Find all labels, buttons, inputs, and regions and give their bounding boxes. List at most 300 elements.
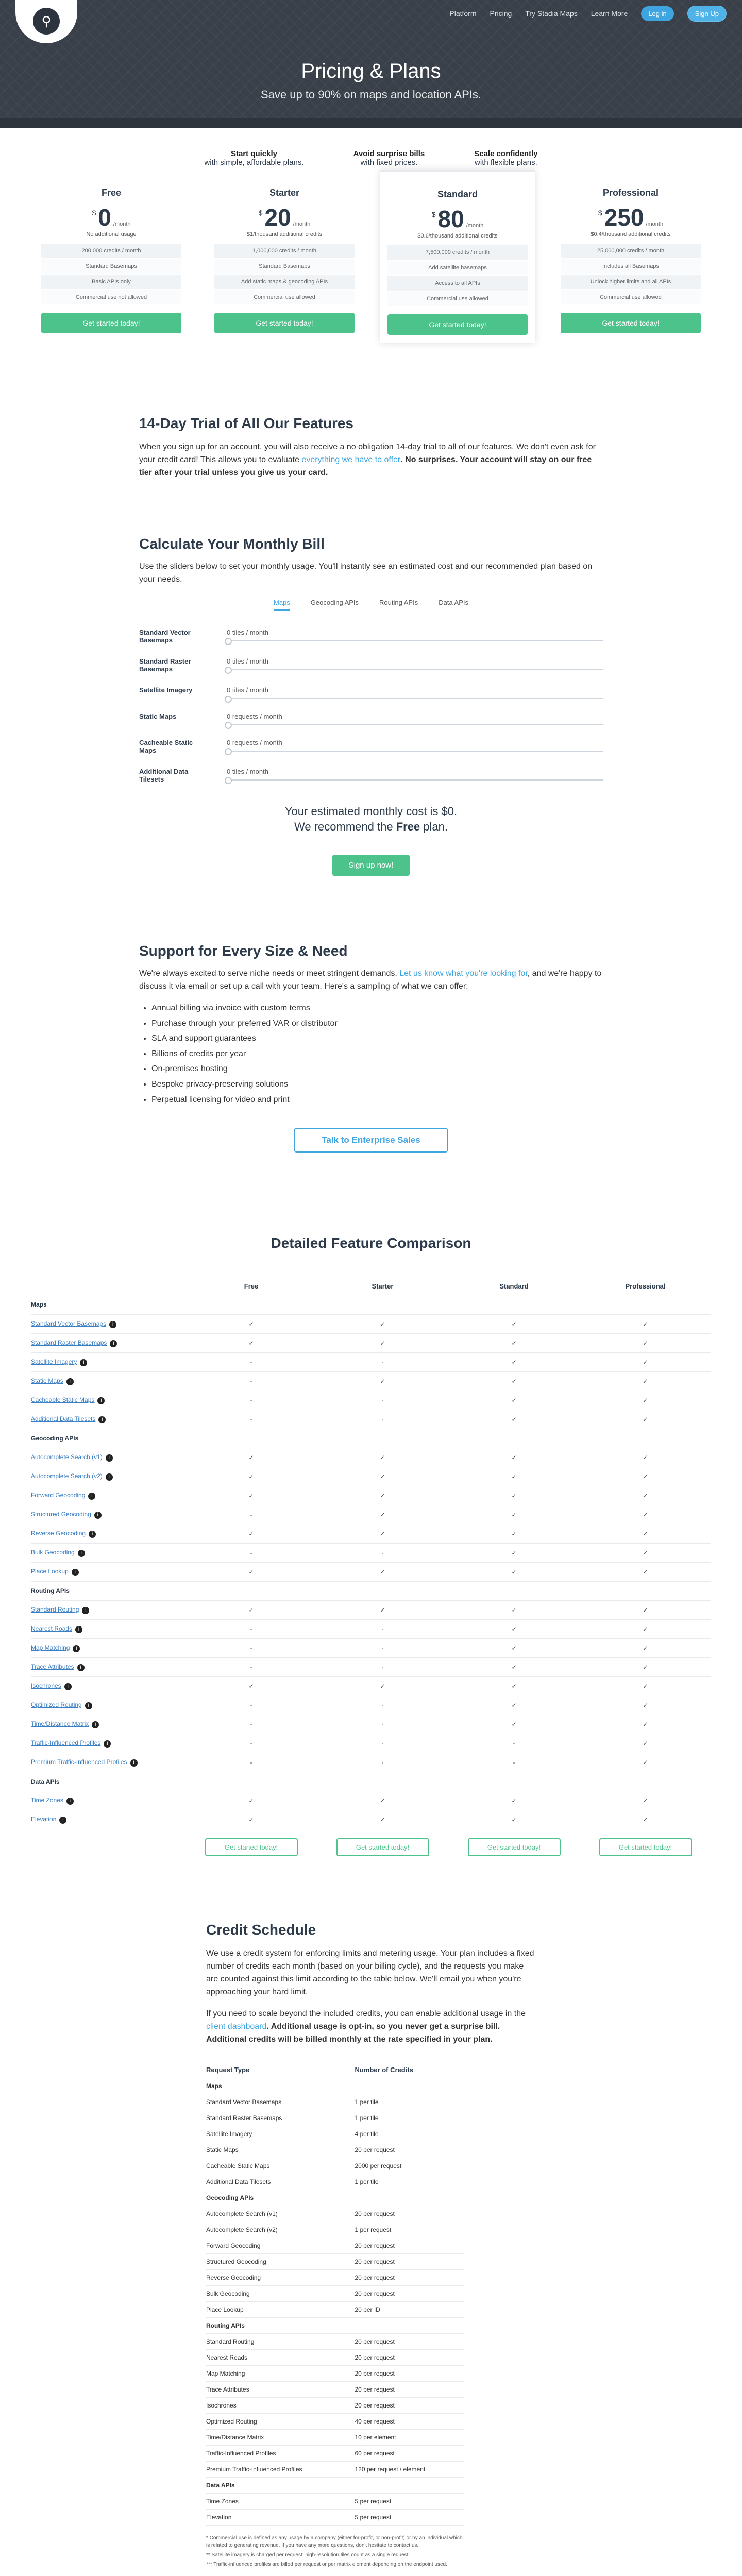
nav-platform[interactable]: Platform bbox=[449, 9, 477, 18]
plan-note: $1/thousand additional credits bbox=[246, 231, 323, 238]
plans-intro bbox=[0, 149, 742, 167]
plan-period: /month bbox=[293, 221, 311, 227]
feature-availability bbox=[185, 1657, 317, 1676]
feature-availability bbox=[317, 1772, 448, 1791]
sign-up-now-button[interactable]: Sign up now! bbox=[332, 855, 410, 876]
calculator-label: Satellite Imagery bbox=[139, 686, 193, 694]
usage-slider[interactable] bbox=[227, 669, 603, 670]
plan-note: $0.6/thousand additional credits bbox=[417, 233, 498, 239]
credit-row bbox=[206, 2365, 464, 2381]
cell-text: ✓ bbox=[380, 1453, 385, 1461]
intro-text: with simple, affordable plans. bbox=[204, 158, 304, 167]
feature-availability bbox=[448, 1410, 580, 1429]
feature-row bbox=[31, 1467, 711, 1486]
request-type: Isochrones bbox=[206, 2397, 355, 2413]
feature-name[interactable] bbox=[31, 1486, 185, 1505]
feature-availability bbox=[185, 1600, 317, 1619]
nav-try[interactable]: Try Stadia Maps bbox=[525, 9, 578, 18]
support-item: • Bespoke privacy-preserving solutions bbox=[151, 1077, 603, 1092]
request-type: Structured Geocoding bbox=[206, 2253, 355, 2269]
request-type: Bulk Geocoding bbox=[206, 2285, 355, 2301]
cell-text: ✓ bbox=[248, 1797, 254, 1804]
button-cell bbox=[317, 1829, 448, 1865]
cell-text: Time/Distance Matrix bbox=[31, 1720, 89, 1727]
plan-price bbox=[561, 206, 701, 229]
group-row bbox=[31, 1772, 711, 1791]
column-header: Standard bbox=[499, 1282, 529, 1291]
feature-name[interactable] bbox=[31, 1391, 185, 1410]
feature-availability bbox=[580, 1715, 711, 1734]
feature-name[interactable] bbox=[31, 1467, 185, 1486]
feature-name[interactable] bbox=[31, 1524, 185, 1543]
get-started-button[interactable]: Get started today! bbox=[561, 313, 701, 333]
cell-text: ✓ bbox=[380, 1816, 385, 1823]
get-started-button[interactable]: Get started today! bbox=[468, 1838, 561, 1856]
credit-row bbox=[206, 2269, 464, 2285]
cell-text: ✓ bbox=[511, 1415, 517, 1423]
calculator-row bbox=[139, 713, 603, 725]
map-pin-logo-icon: ⚲ bbox=[33, 8, 60, 35]
credit-row bbox=[206, 2301, 464, 2317]
feature-availability bbox=[317, 1429, 448, 1448]
cell-text: ✓ bbox=[511, 1644, 517, 1652]
feature-name[interactable] bbox=[31, 1410, 185, 1429]
client-dashboard-link[interactable]: client dashboard bbox=[206, 2022, 267, 2031]
feature-availability bbox=[448, 1715, 580, 1734]
feature-availability bbox=[185, 1448, 317, 1467]
info-icon[interactable]: i bbox=[66, 1378, 74, 1385]
plan-feature: Commercial use allowed bbox=[387, 292, 528, 307]
info-icon[interactable]: i bbox=[97, 1397, 105, 1404]
calculator-value: 0 requests / month bbox=[227, 738, 282, 747]
feature-availability bbox=[448, 1429, 580, 1448]
info-icon[interactable]: i bbox=[80, 1359, 87, 1366]
feature-row bbox=[31, 1314, 711, 1333]
feature-availability bbox=[185, 1486, 317, 1505]
feature-availability bbox=[317, 1657, 448, 1676]
plan-features bbox=[387, 245, 528, 307]
credit-row bbox=[206, 2413, 464, 2429]
cell-text: ✓ bbox=[643, 1644, 648, 1652]
cell-text: Additional Data Tilesets bbox=[31, 1415, 96, 1422]
feature-name[interactable] bbox=[31, 1333, 185, 1352]
enterprise-sales-button[interactable]: Talk to Enterprise Sales bbox=[294, 1128, 448, 1153]
intro-heading: Start quickly bbox=[230, 149, 277, 158]
cell-text: - bbox=[250, 1701, 252, 1709]
feature-availability bbox=[580, 1333, 711, 1352]
cell-text: ✓ bbox=[511, 1492, 517, 1499]
plans bbox=[0, 182, 742, 343]
get-started-button[interactable]: Get started today! bbox=[205, 1838, 298, 1856]
credit-cost: 20 per request bbox=[355, 2333, 464, 2349]
feature-availability bbox=[448, 1295, 580, 1314]
cell-text: ✓ bbox=[643, 1358, 648, 1366]
cell-text: ✓ bbox=[511, 1472, 517, 1480]
feature-availability bbox=[448, 1371, 580, 1391]
cell-text: ✓ bbox=[380, 1568, 385, 1575]
credit-row bbox=[206, 2206, 464, 2222]
nav-learn-more[interactable]: Learn More bbox=[591, 9, 628, 18]
request-type: Reverse Geocoding bbox=[206, 2269, 355, 2285]
feature-availability bbox=[448, 1734, 580, 1753]
cell-text: ✓ bbox=[643, 1568, 648, 1575]
info-icon[interactable]: i bbox=[130, 1759, 138, 1767]
get-started-button[interactable]: Get started today! bbox=[599, 1838, 692, 1856]
info-icon[interactable]: i bbox=[85, 1702, 92, 1709]
cell-text: ✓ bbox=[643, 1511, 648, 1518]
cell-text: Standard Vector Basemaps bbox=[31, 1319, 107, 1327]
feature-name[interactable] bbox=[31, 1715, 185, 1734]
cell-text: ✓ bbox=[248, 1339, 254, 1347]
feature-availability bbox=[448, 1791, 580, 1810]
feature-availability bbox=[185, 1715, 317, 1734]
credit-row bbox=[206, 2493, 464, 2509]
calculator-control bbox=[227, 657, 603, 670]
calculator-value: 0 tiles / month bbox=[227, 657, 268, 665]
support-link[interactable]: Let us know what you're looking for bbox=[399, 969, 528, 978]
feature-name[interactable] bbox=[31, 1810, 185, 1829]
info-icon[interactable]: i bbox=[110, 1340, 117, 1347]
feature-name[interactable] bbox=[31, 1791, 185, 1810]
feature-row bbox=[31, 1715, 711, 1734]
info-icon[interactable]: i bbox=[106, 1454, 113, 1462]
usage-slider[interactable] bbox=[227, 724, 603, 725]
feature-name[interactable] bbox=[31, 1448, 185, 1467]
cell-text: - bbox=[250, 1625, 252, 1633]
feature-name[interactable] bbox=[31, 1562, 185, 1581]
info-icon[interactable]: i bbox=[75, 1626, 82, 1633]
calculator-label: Standard Vector Basemaps bbox=[139, 628, 191, 644]
plan-name: Free bbox=[101, 188, 122, 198]
plan-feature: Standard Basemaps bbox=[41, 259, 181, 275]
request-type: Forward Geocoding bbox=[206, 2238, 355, 2253]
cell-text: - bbox=[381, 1358, 384, 1366]
feature-row bbox=[31, 1562, 711, 1581]
info-icon[interactable]: i bbox=[89, 1531, 96, 1538]
request-type: Nearest Roads bbox=[206, 2349, 355, 2365]
hero bbox=[0, 0, 742, 128]
request-type: Time Zones bbox=[206, 2493, 355, 2509]
calculator-value: 0 tiles / month bbox=[227, 767, 268, 775]
request-type: Traffic-Influenced Profiles bbox=[206, 2445, 355, 2461]
trial-text bbox=[139, 441, 603, 479]
cell-text: Structured Geocoding bbox=[31, 1510, 91, 1518]
intro-item bbox=[353, 149, 425, 167]
request-type: Map Matching bbox=[206, 2365, 355, 2381]
nav-pricing[interactable]: Pricing bbox=[490, 9, 512, 18]
feature-row bbox=[31, 1486, 711, 1505]
plan-feature: Commercial use allowed bbox=[214, 290, 355, 306]
feature-availability bbox=[317, 1295, 448, 1314]
feature-availability bbox=[317, 1676, 448, 1696]
credit-cost: 20 per request bbox=[355, 2397, 464, 2413]
feature-name[interactable] bbox=[31, 1371, 185, 1391]
plan-amount: 20 bbox=[264, 204, 291, 231]
tab-routing[interactable]: Routing APIs bbox=[379, 598, 418, 606]
feature-availability bbox=[317, 1410, 448, 1429]
feature-availability bbox=[448, 1753, 580, 1772]
feature-row bbox=[31, 1352, 711, 1371]
cell-text: - bbox=[381, 1663, 384, 1671]
nav-links bbox=[449, 6, 727, 22]
comparison-table bbox=[31, 1282, 711, 1865]
feature-name[interactable] bbox=[31, 1543, 185, 1562]
support-text-a: We're always excited to serve niche needs or meet stringent demands. bbox=[139, 969, 400, 978]
cell-text: - bbox=[381, 1644, 384, 1652]
get-started-button[interactable]: Get started today! bbox=[214, 313, 355, 333]
feature-name[interactable] bbox=[31, 1734, 185, 1753]
plan-features bbox=[214, 244, 355, 306]
info-icon[interactable]: i bbox=[94, 1512, 102, 1519]
cell-text: ✓ bbox=[643, 1396, 648, 1404]
info-icon[interactable]: i bbox=[88, 1493, 95, 1500]
feature-availability bbox=[317, 1581, 448, 1600]
cell-text: - bbox=[381, 1549, 384, 1556]
cell-text: Nearest Roads bbox=[31, 1624, 73, 1632]
cell-text: Optimized Routing bbox=[31, 1701, 82, 1708]
calculator-label: Standard Raster Basemaps bbox=[139, 657, 191, 673]
feature-row bbox=[31, 1333, 711, 1352]
cell-text: - bbox=[381, 1739, 384, 1747]
cell-text: Forward Geocoding bbox=[31, 1491, 86, 1499]
feature-availability bbox=[580, 1581, 711, 1600]
request-type: Static Maps bbox=[206, 2142, 355, 2158]
credit-row bbox=[206, 2285, 464, 2301]
calculator-label: Additional Data Tilesets bbox=[139, 767, 189, 783]
feature-availability bbox=[448, 1448, 580, 1467]
cell-text: - bbox=[250, 1663, 252, 1671]
feature-availability bbox=[185, 1810, 317, 1829]
cell-text: ✓ bbox=[511, 1568, 517, 1575]
plan-card bbox=[34, 182, 189, 343]
cell-text: ✓ bbox=[380, 1339, 385, 1347]
info-icon[interactable]: i bbox=[72, 1569, 79, 1576]
credit-title: Credit Schedule bbox=[206, 1922, 316, 1938]
feature-availability bbox=[448, 1333, 580, 1352]
nav-bar bbox=[0, 0, 742, 27]
feature-name bbox=[31, 1772, 185, 1791]
plan-feature: 25,000,000 credits / month bbox=[561, 244, 701, 259]
credit-cost: 20 per request bbox=[355, 2365, 464, 2381]
plan-feature: Commercial use not allowed bbox=[41, 290, 181, 306]
feature-availability bbox=[185, 1562, 317, 1581]
feature-availability bbox=[580, 1371, 711, 1391]
cell-text: Trace Attributes bbox=[31, 1663, 74, 1670]
feature-name[interactable] bbox=[31, 1314, 185, 1333]
info-icon[interactable]: i bbox=[92, 1721, 99, 1728]
credit-cost: 5 per request bbox=[355, 2493, 464, 2509]
plan-amount: 0 bbox=[98, 204, 111, 231]
comparison-header bbox=[31, 1282, 711, 1295]
info-icon[interactable]: i bbox=[104, 1740, 111, 1748]
cell-text: ✓ bbox=[248, 1453, 254, 1461]
tab-data[interactable]: Data APIs bbox=[439, 598, 468, 606]
cell-text: ✓ bbox=[511, 1377, 517, 1385]
cell-text: - bbox=[381, 1415, 384, 1423]
request-type: Premium Traffic-Influenced Profiles bbox=[206, 2461, 355, 2477]
feature-availability bbox=[580, 1524, 711, 1543]
feature-availability bbox=[448, 1676, 580, 1696]
plan-feature: Standard Basemaps bbox=[214, 259, 355, 275]
info-icon[interactable]: i bbox=[109, 1321, 116, 1328]
credit-p1: We use a credit system for enforcing limits and metering usage. Your plan includes a fixed number of credits each month (based on your billing cycle), and the requests you make are counted against this limit according to the table below. We'll email you when you're approaching your hard limit. bbox=[206, 1949, 534, 1996]
trial-text-a: When you sign up for an account, you will also receive a no obligation 14-day trial to all of our features. We don't even ask for your credit card! This allows you to evaluate bbox=[139, 443, 596, 464]
plan-amount: 250 bbox=[604, 204, 644, 231]
feature-availability bbox=[448, 1562, 580, 1581]
feature-availability bbox=[185, 1734, 317, 1753]
cell-text: ✓ bbox=[511, 1606, 517, 1614]
cell-text: ✓ bbox=[380, 1492, 385, 1499]
cell-text: Static Maps bbox=[31, 1377, 63, 1384]
credit-group-row bbox=[206, 2190, 464, 2206]
get-started-button[interactable]: Get started today! bbox=[336, 1838, 429, 1856]
feature-name[interactable] bbox=[31, 1619, 185, 1638]
info-icon[interactable]: i bbox=[98, 1416, 106, 1423]
feature-name[interactable] bbox=[31, 1676, 185, 1696]
cell-text: - bbox=[250, 1720, 252, 1728]
feature-availability bbox=[185, 1696, 317, 1715]
feature-availability bbox=[580, 1352, 711, 1371]
cell-text: - bbox=[381, 1758, 384, 1766]
calculator-row bbox=[139, 629, 603, 644]
info-icon[interactable]: i bbox=[106, 1473, 113, 1481]
feature-name[interactable] bbox=[31, 1352, 185, 1371]
feature-availability bbox=[317, 1753, 448, 1772]
feature-availability bbox=[580, 1448, 711, 1467]
recommend-prefix: We recommend the bbox=[294, 820, 396, 833]
feature-availability bbox=[580, 1753, 711, 1772]
credit-table bbox=[206, 2062, 464, 2526]
feature-availability bbox=[185, 1333, 317, 1352]
trial-link[interactable]: everything we have to offer bbox=[301, 455, 401, 464]
cell-text: ✓ bbox=[643, 1377, 648, 1385]
cell-text: Data APIs bbox=[31, 1777, 60, 1785]
calculator-control bbox=[227, 739, 603, 752]
cell-text: ✓ bbox=[380, 1530, 385, 1537]
credit-row bbox=[206, 2381, 464, 2397]
cell-text: - bbox=[250, 1511, 252, 1518]
info-icon[interactable]: i bbox=[77, 1664, 85, 1671]
credit-row bbox=[206, 2110, 464, 2126]
info-icon[interactable]: i bbox=[78, 1550, 85, 1557]
feature-name[interactable] bbox=[31, 1696, 185, 1715]
request-type: Time/Distance Matrix bbox=[206, 2429, 355, 2445]
cell-text: ✓ bbox=[643, 1682, 648, 1690]
get-started-button[interactable]: Get started today! bbox=[387, 314, 528, 335]
info-icon[interactable]: i bbox=[82, 1607, 89, 1614]
usage-slider[interactable] bbox=[227, 751, 603, 752]
calculator-row bbox=[139, 686, 603, 699]
info-icon[interactable]: i bbox=[64, 1683, 72, 1690]
plan-feature: Basic APIs only bbox=[41, 275, 181, 290]
cell-text: ✓ bbox=[511, 1797, 517, 1804]
feature-availability bbox=[448, 1524, 580, 1543]
feature-availability bbox=[317, 1448, 448, 1467]
calculator-desc: Use the sliders below to set your monthly usage. You'll instantly see an estimated cost and our recommended plan based on your needs. bbox=[139, 562, 593, 584]
cell-text: ✓ bbox=[248, 1682, 254, 1690]
comparison-section bbox=[31, 1235, 711, 1865]
cell-text: Geocoding APIs bbox=[31, 1434, 79, 1442]
comparison-buttons bbox=[31, 1829, 711, 1865]
cell-text: ✓ bbox=[248, 1472, 254, 1480]
credit-cost: 20 per ID bbox=[355, 2301, 464, 2317]
credit-cost: 20 per request bbox=[355, 2253, 464, 2269]
logo[interactable] bbox=[15, 0, 77, 43]
calculator-label: Cacheable Static Maps bbox=[139, 738, 193, 754]
info-icon[interactable]: i bbox=[66, 1798, 74, 1805]
plan-name: Starter bbox=[269, 188, 300, 198]
credit-cost: 1 per tile bbox=[355, 2094, 464, 2110]
cell-text: Cacheable Static Maps bbox=[31, 1396, 95, 1403]
credit-row bbox=[206, 2126, 464, 2142]
cell-text: Place Lookup bbox=[31, 1567, 69, 1575]
usage-slider[interactable] bbox=[227, 779, 603, 781]
request-type: Place Lookup bbox=[206, 2301, 355, 2317]
feature-name[interactable] bbox=[31, 1638, 185, 1657]
feature-availability bbox=[580, 1619, 711, 1638]
feature-name[interactable] bbox=[31, 1753, 185, 1772]
credit-cost: 2000 per request bbox=[355, 2158, 464, 2174]
plan-feature: 1,000,000 credits / month bbox=[214, 244, 355, 259]
credit-cost bbox=[355, 2078, 464, 2094]
feature-availability bbox=[580, 1314, 711, 1333]
tab-maps[interactable]: Maps bbox=[274, 599, 290, 611]
feature-name[interactable] bbox=[31, 1600, 185, 1619]
feature-availability bbox=[185, 1467, 317, 1486]
signup-button[interactable]: Sign Up bbox=[687, 6, 727, 22]
feature-row bbox=[31, 1524, 711, 1543]
plan-period: /month bbox=[646, 221, 664, 227]
feature-name[interactable] bbox=[31, 1657, 185, 1676]
feature-availability bbox=[580, 1410, 711, 1429]
info-icon[interactable]: i bbox=[59, 1817, 66, 1824]
button-cell bbox=[185, 1829, 317, 1865]
credit-cost: 20 per request bbox=[355, 2142, 464, 2158]
usage-slider[interactable] bbox=[227, 640, 603, 641]
cell-text: ✓ bbox=[511, 1530, 517, 1537]
request-type: Autocomplete Search (v2) bbox=[206, 2222, 355, 2238]
credit-row bbox=[206, 2509, 464, 2525]
feature-name[interactable] bbox=[31, 1505, 185, 1524]
credit-cost: 5 per request bbox=[355, 2509, 464, 2525]
usage-slider[interactable] bbox=[227, 698, 603, 699]
calculator-rows bbox=[139, 629, 603, 783]
page-title: Pricing & Plans bbox=[301, 60, 441, 82]
plan-price bbox=[214, 206, 355, 229]
credit-row bbox=[206, 2445, 464, 2461]
plan-feature: Add satellite basemaps bbox=[387, 261, 528, 276]
cell-text: - bbox=[381, 1396, 384, 1404]
feature-availability bbox=[317, 1467, 448, 1486]
request-type: Satellite Imagery bbox=[206, 2126, 355, 2142]
cell-text: ✓ bbox=[380, 1682, 385, 1690]
credit-cost bbox=[355, 2190, 464, 2206]
feature-name bbox=[31, 1581, 185, 1600]
tab-geocoding[interactable]: Geocoding APIs bbox=[310, 598, 359, 606]
info-icon[interactable]: i bbox=[73, 1645, 80, 1652]
feature-row bbox=[31, 1696, 711, 1715]
get-started-button[interactable]: Get started today! bbox=[41, 313, 181, 333]
cell-text: ✓ bbox=[248, 1568, 254, 1575]
cell-text: Time Zones bbox=[31, 1796, 63, 1804]
login-button[interactable]: Log in bbox=[641, 6, 673, 21]
calculator-tabs bbox=[139, 599, 603, 615]
plan-period: /month bbox=[466, 223, 484, 229]
cell-text: - bbox=[381, 1720, 384, 1728]
plan-currency: $ bbox=[92, 209, 96, 217]
feature-availability bbox=[317, 1638, 448, 1657]
feature-availability bbox=[448, 1543, 580, 1562]
